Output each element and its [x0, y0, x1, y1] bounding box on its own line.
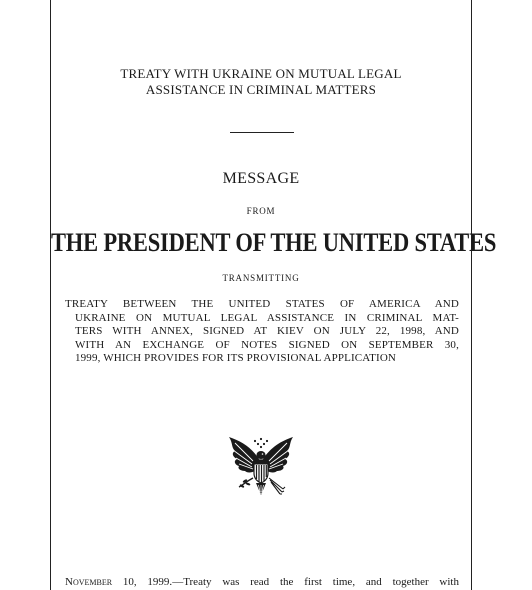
message-heading: MESSAGE	[222, 170, 300, 187]
document-page	[50, 0, 497, 590]
transmitting-label: TRANSMITTING	[222, 273, 300, 283]
description-line: 1999, WHICH PROVIDES FOR ITS PROVISIONAL APPLICATION	[75, 352, 397, 364]
description-line: TREATY BETWEEN THE UNITED STATES OF AMERICA AND	[65, 298, 459, 310]
title-line-2: ASSISTANCE IN CRIMINAL MATTERS	[145, 82, 377, 97]
title-line-1: TREATY WITH UKRAINE ON MUTUAL LEGAL	[120, 66, 402, 81]
description-line: TERS WITH ANNEX, SIGNED AT KIEV ON JULY 22, 1998, AND	[75, 325, 459, 337]
sender-heading: THE PRESIDENT OF THE UNITED STATES	[51, 228, 497, 257]
footer-text: —Treaty was read the first time, and together with	[172, 576, 459, 588]
title-divider	[230, 132, 294, 133]
eagle-seal-icon	[225, 433, 297, 501]
footer-note	[65, 576, 459, 589]
description-line: WITH AN EXCHANGE OF NOTES SIGNED ON SEPTEMBER 30,	[75, 338, 459, 351]
description-line: UKRAINE ON MUTUAL LEGAL ASSISTANCE IN CRIMINAL MAT-	[75, 311, 459, 324]
from-label: FROM	[246, 206, 276, 216]
document-title	[51, 66, 471, 98]
footer-date: November 10, 1999.	[65, 576, 173, 588]
treaty-description	[65, 298, 459, 366]
